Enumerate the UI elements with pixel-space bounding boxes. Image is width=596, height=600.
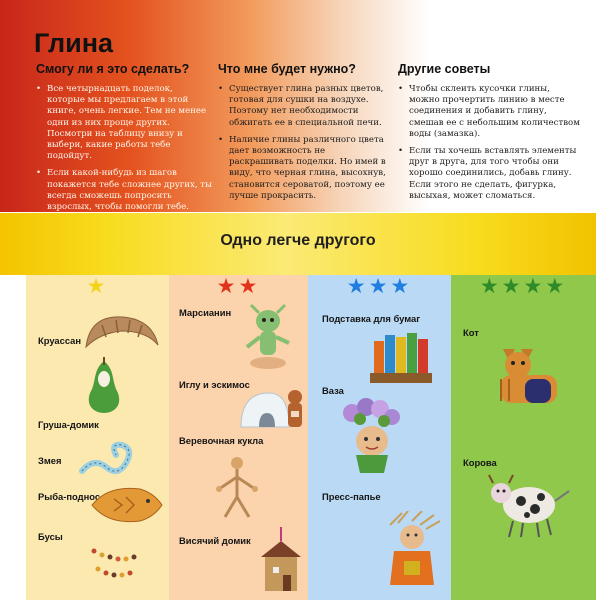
craft-label: Кот [463,327,479,338]
star-rating: ★★ [216,275,261,298]
vase-illustration [338,397,406,475]
level-panel-1 [26,275,169,600]
croissant-illustration [82,307,162,357]
pear-house-illustration [84,357,124,415]
difficulty-band [0,213,596,275]
craft-label: Висячий домик [179,535,251,546]
snake-illustration [78,437,148,477]
craft-label: Подставка для бумаг [322,313,421,324]
tip-item: • Если какой-нибудь из шагов покажется тебе сложнее других, ты всегда сможешь попросить взрослых, чтобы помогли тебе. [36,168,212,213]
star-rating: ★★★★ [479,275,568,298]
column-heading: Другие советы [398,62,491,76]
fish-tray-illustration [88,483,166,527]
level-panel-3 [308,275,451,600]
craft-label: Бусы [38,531,63,542]
tip-item: • Чтобы склеить кусочки глины, можно прочертить линию в месте соединения и добавить глину, смешав ее с небольшим количеством воды (замазка). [398,84,580,140]
page-title: Глина [34,28,114,58]
column-heading: Что мне будет нужно? [218,62,356,76]
craft-label: Круассан [38,335,82,346]
star-rating: ★★★ [346,275,413,298]
beads-illustration [78,537,158,587]
craft-label: Веревочная кукла [179,435,264,446]
craft-label: Марсианин [179,307,232,318]
info-column-other-tips [398,62,580,208]
paperweight-illustration [380,511,444,591]
tip-item: • Все четырнадцать поделок, которые мы предлагаем в этой книге, очень легкие. Тем не менее одни из них проще других. Посмотри на таблицу внизу и выбери, какие работы тебе подойдут. [36,84,212,162]
craft-label: Корова [463,457,497,468]
hanging-house-illustration [253,527,307,597]
craft-label: Рыба-поднос [38,491,101,502]
level-panel-2 [169,275,308,600]
cow-illustration [481,471,573,541]
tip-item: • Существует глина разных цветов, готовая для сушки на воздухе. Поэтому нет необходимости обжигать ее в специальной печи. [218,84,386,129]
paper-holder-illustration [370,327,436,385]
craft-label: Ваза [322,385,344,396]
tip-item: • Если ты хочешь вставлять элементы друг в друга, для того чтобы они хорошо соединились, добавь глину. Если этого не сделать, фигурка, высыхая, может сломаться. [398,146,580,202]
star-rating: ★ [86,275,109,298]
rope-doll-illustration [205,451,269,523]
craft-label: Иглу и эскимос [179,379,250,390]
igloo-eskimo-illustration [239,379,307,431]
level-panel-4 [451,275,596,600]
column-heading: Смогу ли я это сделать? [36,62,190,76]
craft-label: Змея [38,455,62,466]
info-column-what-needed [218,62,386,208]
craft-label: Груша-домик [38,419,99,430]
info-column-can-i [36,62,212,219]
craft-label: Пресс-папье [322,491,381,502]
band-title: Одно легче другого [220,232,376,249]
martian-illustration [241,303,295,373]
tip-item: • Наличие глины различного цвета дает возможность не раскрашивать поделки. Но имей в виду, что черная глина, высохнув, становится сероватой, поэтому ее лучше прокрасить. [218,135,386,202]
cat-illustration [485,341,561,411]
